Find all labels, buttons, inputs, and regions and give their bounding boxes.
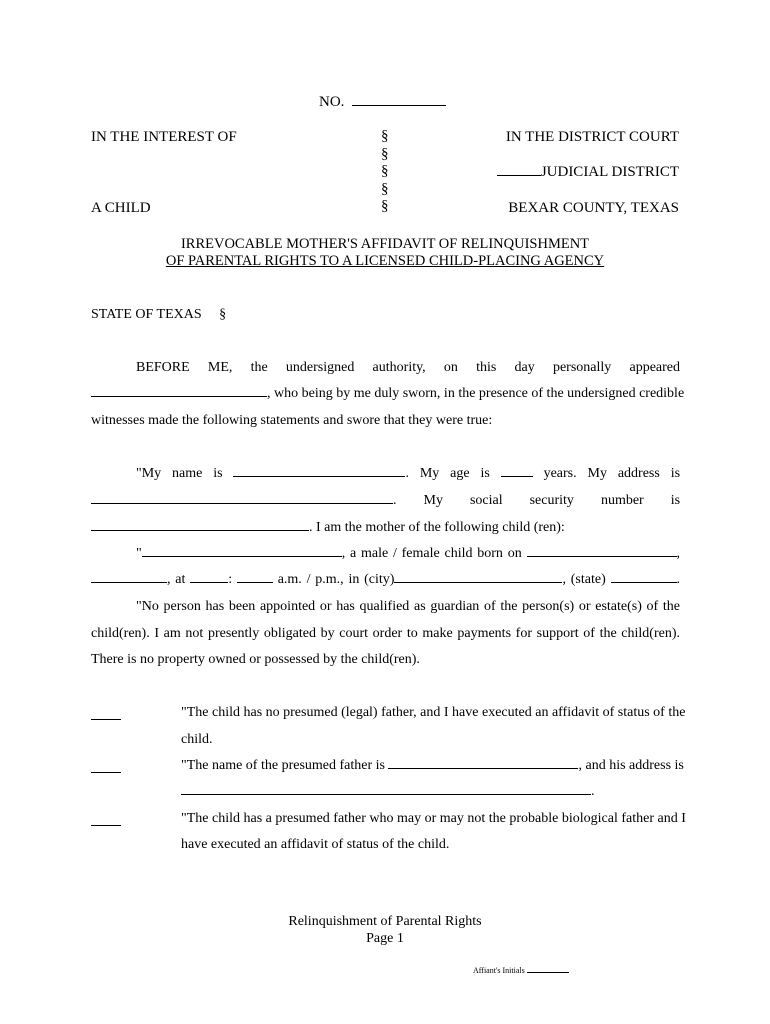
para2-line-2 <box>91 572 680 588</box>
para1-line-3 <box>91 520 565 536</box>
at-text: , at <box>167 572 186 587</box>
option-1-line-2: child. <box>181 732 213 747</box>
word: on <box>443 360 458 375</box>
ssn-blank[interactable] <box>91 529 309 531</box>
word: the <box>250 360 268 375</box>
document-title-line-1: IRREVOCABLE MOTHER'S AFFIDAVIT OF RELINQUISHMENT <box>180 236 590 252</box>
word: My <box>423 493 443 508</box>
para3-line-1: "No person has been appointed or has qualified as guardian of the person(s) or estate(s) of the <box>136 599 680 614</box>
word: "My <box>136 466 162 481</box>
word: is <box>670 493 681 508</box>
time-field <box>190 572 232 587</box>
document-title-line-2 <box>0 253 770 270</box>
state-text: , (state) <box>562 572 606 587</box>
period: . <box>676 572 681 587</box>
intro-line-2 <box>91 386 684 402</box>
child-name-blank[interactable] <box>142 555 342 557</box>
option-1-line-1: "The child has no presumed (legal) father, and I have executed an affidavit of status of the <box>181 705 686 720</box>
word: security <box>529 493 574 508</box>
district-court-label: IN THE DISTRICT COURT <box>505 129 679 145</box>
district-number-blank[interactable] <box>497 174 541 176</box>
state-section-symbol: § <box>219 307 227 322</box>
case-number-blank[interactable] <box>352 104 446 106</box>
word: this <box>476 360 497 375</box>
word: social <box>469 493 503 508</box>
word: personally <box>552 360 612 375</box>
state-of-texas <box>91 307 226 323</box>
birth-date-field <box>527 546 681 561</box>
word: My <box>587 466 607 481</box>
city-field <box>278 572 606 587</box>
para2-text: , a male / female child born on <box>341 546 522 561</box>
para3-line-2 <box>91 626 680 642</box>
child-name-field <box>136 546 522 561</box>
word: My <box>419 466 440 481</box>
in-the-interest-of: IN THE INTEREST OF <box>91 129 237 145</box>
para1-line-3-text: . I am the mother of the following child (ren): <box>309 520 565 535</box>
option-2-line-1 <box>181 758 684 774</box>
period: . <box>393 493 397 508</box>
presumed-father-name-blank[interactable] <box>388 767 578 769</box>
affiant-initials-blank[interactable] <box>527 971 569 973</box>
option-3-checkbox-blank[interactable] <box>91 824 121 826</box>
para1-line-2 <box>91 493 680 509</box>
intro-line-1 <box>136 360 680 376</box>
colon: : <box>228 572 233 587</box>
option-3-line-1: "The child has a presumed father who may or may not the probable biological father and I <box>181 811 686 826</box>
para1-line-1 <box>136 466 680 482</box>
word: day <box>514 360 535 375</box>
period: . <box>591 784 595 799</box>
a-child-label: A CHILD <box>91 200 151 216</box>
option-1-checkbox-blank[interactable] <box>91 718 121 720</box>
option-2-line-2 <box>181 784 595 800</box>
state-field <box>611 572 681 587</box>
word: years. <box>543 466 577 481</box>
footer-page-number: Page 1 <box>366 931 404 946</box>
period: . <box>405 466 409 481</box>
presumed-father-address-blank[interactable] <box>181 793 591 795</box>
quote: " <box>136 546 142 561</box>
document-title-line-2-text: OF PARENTAL RIGHTS TO A LICENSED CHILD-PLACING AGENCY <box>165 253 605 269</box>
case-number-line <box>319 94 446 111</box>
word: name <box>172 466 203 481</box>
city-blank[interactable] <box>394 581 562 583</box>
para2-line-1 <box>136 546 680 562</box>
section-symbol: § <box>381 180 389 197</box>
judicial-district-label: JUDICIAL DISTRICT <box>540 164 679 180</box>
minute-blank[interactable] <box>237 581 273 583</box>
state-blank[interactable] <box>611 581 677 583</box>
word: undersigned <box>285 360 355 375</box>
address-blank[interactable] <box>91 502 393 504</box>
option-2-text: "The name of the presumed father is <box>181 758 385 773</box>
name-field <box>233 466 409 481</box>
word: appeared <box>629 360 681 375</box>
affiant-initials-label: Affiant's Initials <box>473 966 525 975</box>
affiant-initials <box>473 966 569 975</box>
word: address <box>617 466 660 481</box>
case-number-label: NO. <box>319 94 345 110</box>
section-symbol: § <box>381 163 389 179</box>
word: age <box>450 466 470 481</box>
footer-title: Relinquishment of Parental Rights <box>288 914 482 929</box>
birth-year-field <box>91 572 185 587</box>
para3-obligation: I am not presently obligated by court order to make payments for support of the child(ren). <box>154 626 681 641</box>
birth-year-blank[interactable] <box>91 581 167 583</box>
option-3-line-2: have executed an affidavit of status of the child. <box>181 837 450 852</box>
word: authority, <box>372 360 426 375</box>
affiant-name-blank[interactable] <box>91 395 267 397</box>
judicial-district-line <box>497 164 679 181</box>
section-symbol: § <box>381 128 389 144</box>
word: ME, <box>207 360 233 375</box>
word: number <box>600 493 644 508</box>
county-label: BEXAR COUNTY, TEXAS <box>508 200 679 216</box>
hour-blank[interactable] <box>190 581 228 583</box>
para3-child: child(ren). <box>91 626 150 641</box>
word: is <box>480 466 490 481</box>
section-symbol-column <box>381 128 389 216</box>
state-label: STATE OF TEXAS <box>91 307 202 322</box>
address-field <box>91 493 397 508</box>
word: BEFORE <box>136 360 190 375</box>
name-blank[interactable] <box>233 475 405 477</box>
comma: , <box>676 546 680 561</box>
age-blank[interactable] <box>501 475 533 477</box>
word: is <box>213 466 223 481</box>
birth-date-blank[interactable] <box>527 555 677 557</box>
para3-line-3: There is no property owned or possessed by the child(ren). <box>91 652 420 667</box>
section-symbol: § <box>381 145 389 162</box>
option-2-tail: , and his address is <box>578 758 684 773</box>
ampm-text: a.m. / p.m., in (city) <box>277 572 395 587</box>
section-symbol: § <box>381 198 389 214</box>
option-2-checkbox-blank[interactable] <box>91 771 121 773</box>
intro-line-2-text: , who being by me duly sworn, in the presence of the undersigned credible <box>267 386 685 401</box>
intro-line-3: witnesses made the following statements and swore that they were true: <box>91 413 493 428</box>
word: is <box>670 466 681 481</box>
